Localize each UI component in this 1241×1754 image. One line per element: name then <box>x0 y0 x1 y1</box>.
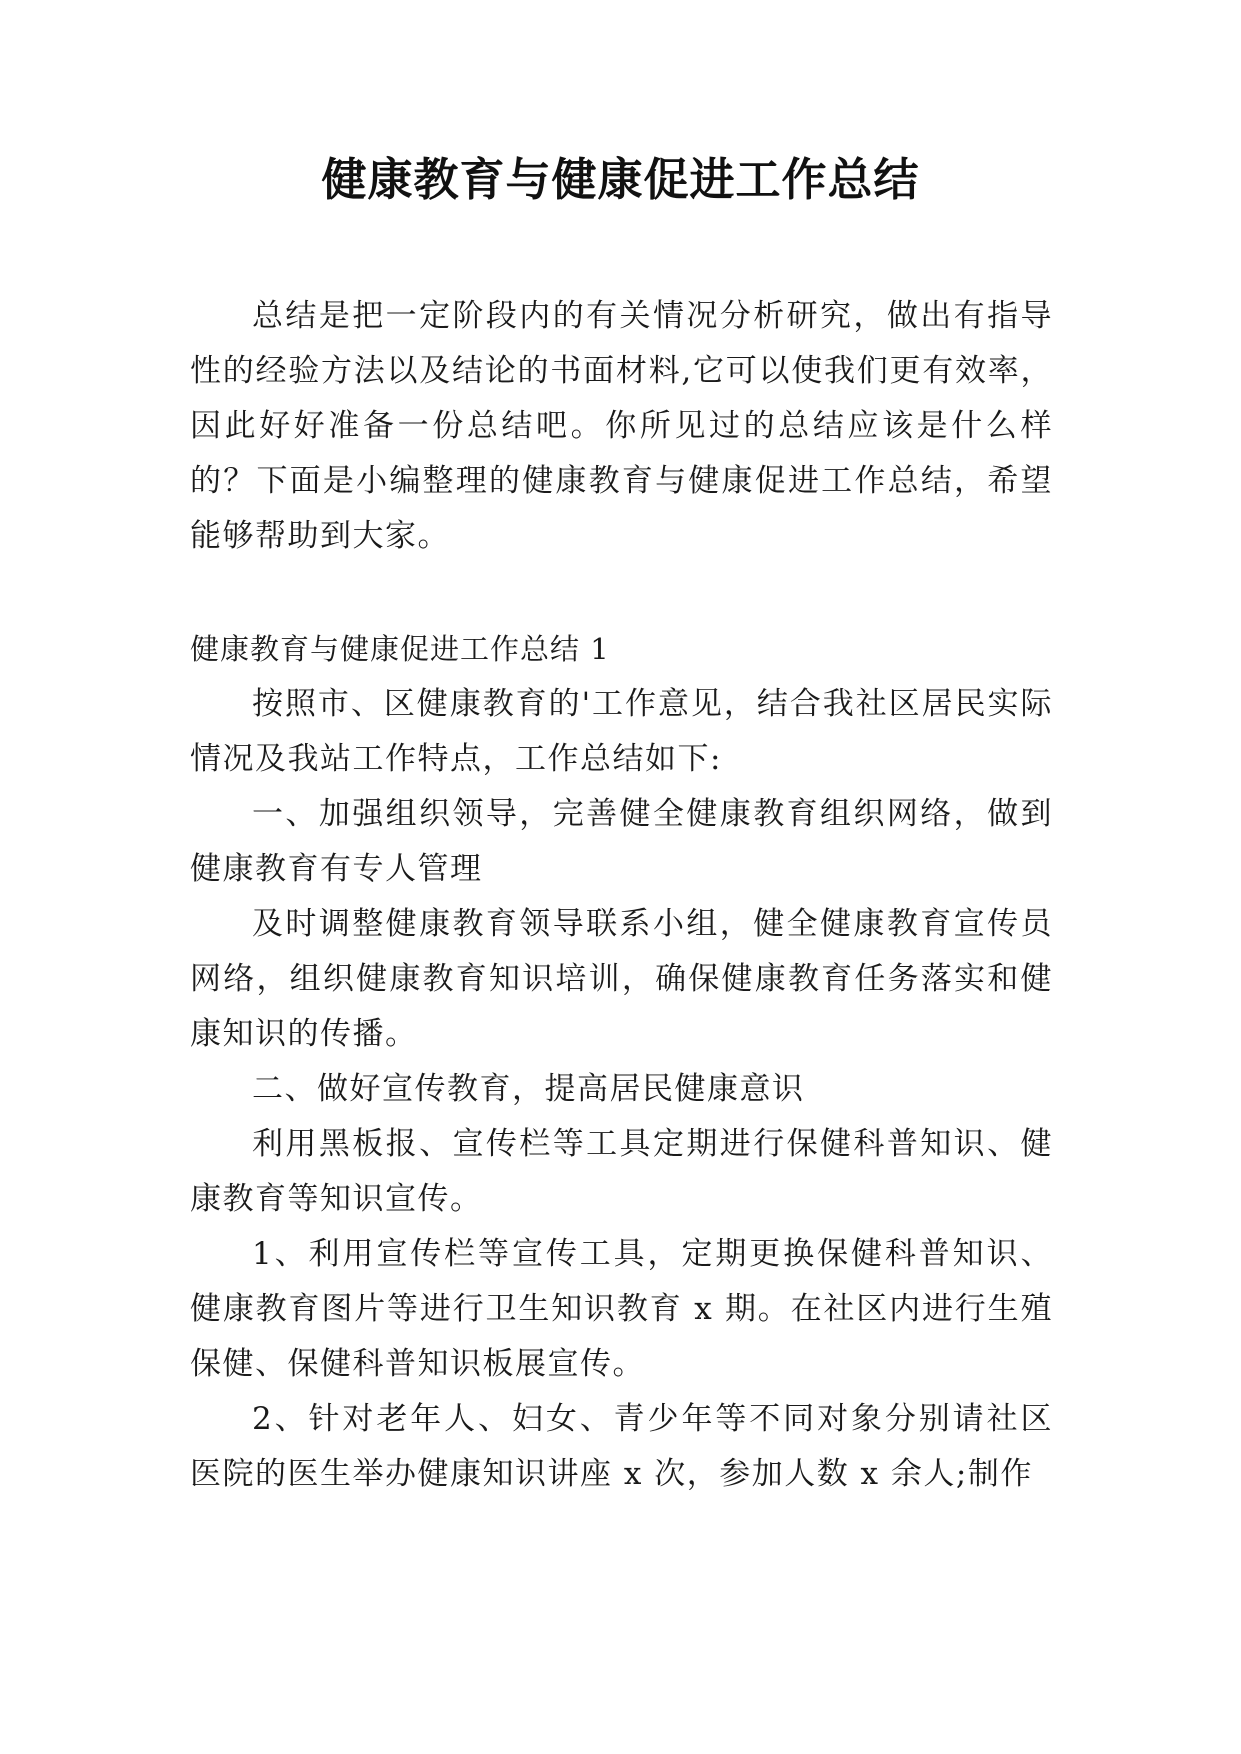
body-paragraph: 按照市、区健康教育的'工作意见，结合我社区居民实际情况及我站工作特点，工作总结如下: <box>190 686 1053 777</box>
body-paragraph: 1、利用宣传栏等宣传工具，定期更换保健科普知识、健康教育图片等进行卫生知识教育 x 期。在社区内进行生殖保健、保健科普知识板展宣传。 <box>190 1236 1053 1382</box>
body-paragraph: 一、加强组织领导，完善健全健康教育组织网络，做到健康教育有专人管理 <box>190 796 1053 887</box>
section-heading: 健康教育与健康促进工作总结 1 <box>190 632 610 666</box>
document-title: 健康教育与健康促进工作总结 <box>321 153 920 206</box>
intro-paragraph: 总结是把一定阶段内的有关情况分析研究，做出有指导性的经验方法以及结论的书面材料,它可以使我们更有效率，因此好好准备一份总结吧。你所见过的总结应该是什么样的？下面是小编整理的健康教育与健康促进工作总结，希望能够帮助到大家。 <box>190 298 1053 554</box>
body-paragraph: 及时调整健康教育领导联系小组，健全健康教育宣传员网络，组织健康教育知识培训，确保健康教育任务落实和健康知识的传播。 <box>190 906 1053 1052</box>
body-paragraph: 利用黑板报、宣传栏等工具定期进行保健科普知识、健康教育等知识宣传。 <box>190 1126 1053 1217</box>
body-paragraph: 2、针对老年人、妇女、青少年等不同对象分别请社区医院的医生举办健康知识讲座 x 次，参加人数 x 余人;制作 <box>190 1401 1053 1492</box>
document-body <box>190 289 1053 1502</box>
body-paragraph: 二、做好宣传教育，提高居民健康意识 <box>252 1071 805 1107</box>
